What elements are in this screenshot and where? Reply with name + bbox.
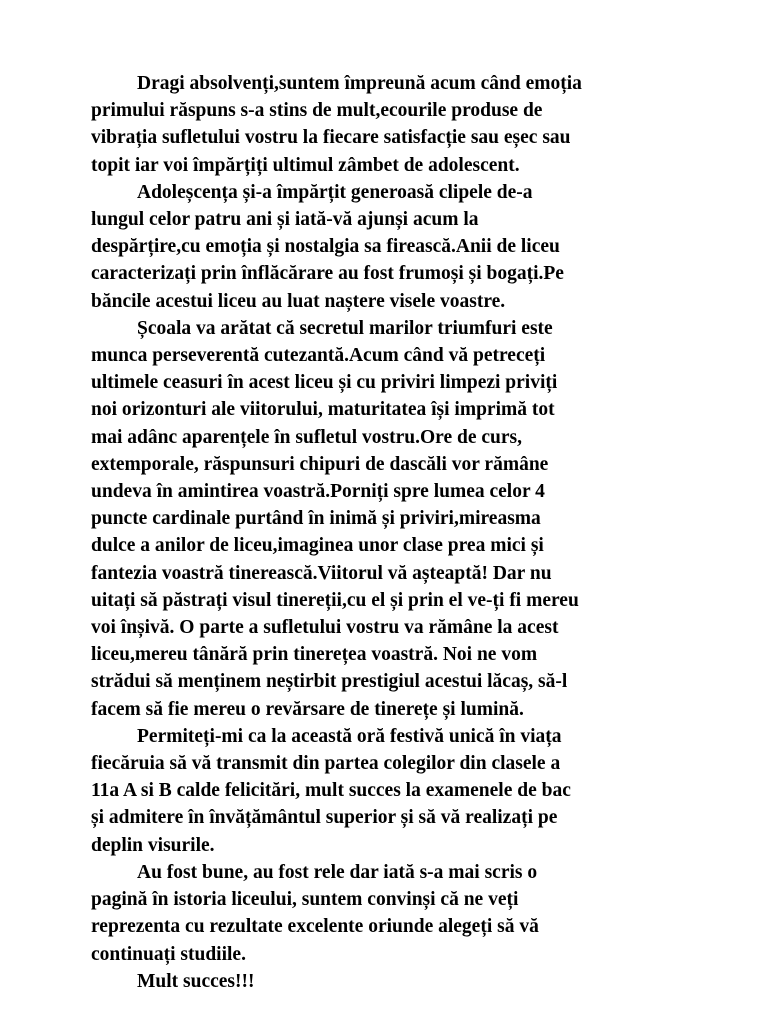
text-line: 11a A si B calde felicitări, mult succes la examenele de bac	[91, 780, 571, 802]
text-line: reprezenta cu rezultate excelente oriunde alegeți să vă	[91, 916, 539, 938]
paragraph-closing	[91, 968, 691, 995]
paragraph-history	[91, 859, 691, 968]
text-line: topit iar voi împărțiți ultimul zâmbet de adolescent.	[91, 154, 520, 176]
text-line: Adoleșcența și-a împărțit generoasă clipele de-a	[137, 181, 533, 203]
text-line: fantezia voastră tinerească.Viitorul vă așteaptă! Dar nu	[91, 562, 552, 584]
text-line: Școala va arătat că secretul marilor triumfuri este	[137, 317, 553, 339]
paragraph-congratulations	[91, 723, 691, 859]
text-line: mai adânc aparențele în sufletul vostru.Ore de curs,	[91, 426, 522, 448]
text-line: deplin visurile.	[91, 834, 215, 856]
text-line: Permiteți-mi ca la această oră festivă unică în viața	[137, 725, 562, 747]
text-line: continuați studiile.	[91, 943, 246, 965]
paragraph-greeting	[91, 70, 691, 179]
text-line: fiecăruia să vă transmit din partea colegilor din clasele a	[91, 753, 561, 775]
text-line: uitați să păstrați visul tinereții,cu el și prin el ve-ți fi mereu	[91, 589, 579, 611]
text-line: liceu,mereu tânără prin tinerețea voastră. Noi ne vom	[91, 644, 538, 666]
text-line: Dragi absolvenți,suntem împreună acum când emoția	[137, 73, 582, 94]
text-line: băncile acestui liceu au luat naștere visele voastre.	[91, 290, 506, 312]
text-line: puncte cardinale purtând în inimă și priviri,mireasma	[91, 508, 541, 530]
closing-line: Mult succes!!!	[137, 970, 255, 992]
text-line: facem să fie mereu o revărsare de tinerețe și lumină.	[91, 698, 524, 720]
text-line: primului răspuns s-a stins de mult,ecourile produse de	[91, 100, 543, 122]
text-line: lungul celor patru ani și iată-vă ajunși acum la	[91, 209, 479, 231]
text-line: extemporale, răspunsuri chipuri de dascăli vor rămâne	[91, 453, 549, 475]
text-line: strădui să menținem neștirbit prestigiul acestui lăcaș, să-l	[91, 671, 568, 693]
text-line: dulce a anilor de liceu,imaginea unor clase prea mici și	[91, 535, 544, 557]
text-line: undeva în amintirea voastră.Porniți spre lumea celor 4	[91, 481, 545, 503]
text-line: ultimele ceasuri în acest liceu și cu priviri limpezi priviți	[91, 372, 558, 394]
text-line: voi înșivă. O parte a sufletului vostru va rămâne la acest	[91, 617, 559, 639]
text-line: și admitere în învățământul superior și să vă realizați pe	[91, 807, 558, 829]
text-line: caracterizați prin înflăcărare au fost frumoși și bogați.Pe	[91, 263, 564, 285]
text-line: munca perseverentă cutezantă.Acum când vă petreceți	[91, 345, 546, 367]
text-line: vibrația sufletului vostru la fiecare satisfacție sau eșec sau	[91, 127, 571, 149]
text-line: pagină în istoria liceului, suntem convinși că ne veți	[91, 889, 519, 911]
document-page	[91, 70, 691, 995]
text-line: Au fost bune, au fost rele dar iată s-a mai scris o	[137, 861, 538, 883]
paragraph-adolescence	[91, 179, 691, 315]
paragraph-school	[91, 315, 691, 723]
text-line: noi orizonturi ale viitorului, maturitatea își imprimă tot	[91, 399, 555, 421]
text-line: despărțire,cu emoția și nostalgia sa firească.Anii de liceu	[91, 236, 560, 258]
